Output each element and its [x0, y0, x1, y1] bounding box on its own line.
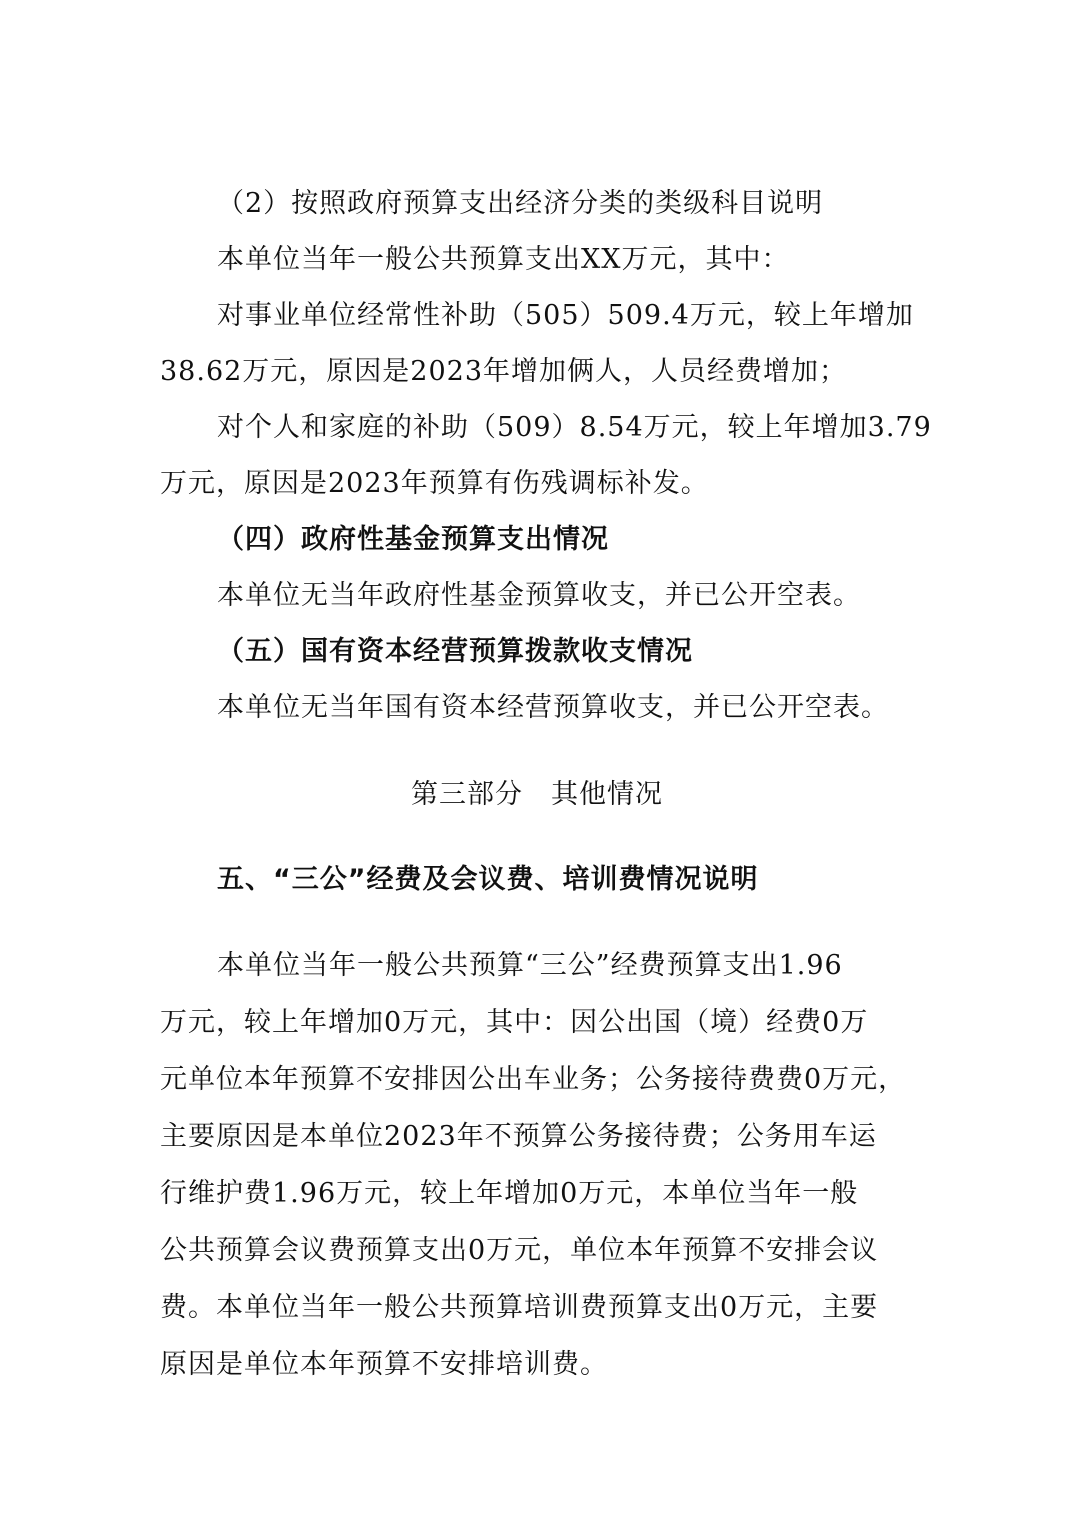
paragraph-line: 行维护费1.96万元，较上年增加0万元，本单位当年一般	[160, 1178, 859, 1209]
paragraph-line: 本单位当年一般公共预算“三公”经费预算支出1.96	[217, 950, 843, 981]
paragraph-line: 元单位本年预算不安排因公出车业务；公务接待费费0万元，	[160, 1064, 907, 1095]
section-heading-fund-budget: （四）政府性基金预算支出情况	[217, 524, 609, 555]
paragraph-line: 万元，原因是2023年预算有伤残调标补发。	[160, 468, 709, 499]
paragraph-line: 主要原因是本单位2023年不预算公务接待费；公务用车运	[160, 1121, 877, 1152]
section-heading-three-public: 五、“三公”经费及会议费、培训费情况说明	[217, 864, 759, 895]
part-heading: 第三部分 其他情况	[411, 779, 663, 810]
subsection-heading-economic: （2）按照政府预算支出经济分类的类级科目说明	[217, 188, 824, 219]
paragraph-line: 本单位无当年国有资本经营预算收支，并已公开空表。	[217, 692, 889, 723]
paragraph-line: 公共预算会议费预算支出0万元，单位本年预算不安排会议	[160, 1235, 879, 1266]
paragraph-line: 本单位无当年政府性基金预算收支，并已公开空表。	[217, 580, 861, 611]
section-heading-state-capital: （五）国有资本经营预算拨款收支情况	[217, 636, 693, 667]
paragraph-line: 万元，较上年增加0万元，其中：因公出国（境）经费0万	[160, 1007, 869, 1038]
paragraph-line: 对事业单位经常性补助（505）509.4万元，较上年增加	[217, 300, 914, 331]
paragraph-line: 原因是单位本年预算不安排培训费。	[160, 1349, 608, 1380]
paragraph-line: 对个人和家庭的补助（509）8.54万元，较上年增加3.79	[217, 412, 932, 443]
paragraph-line: 费。本单位当年一般公共预算培训费预算支出0万元，主要	[160, 1292, 879, 1323]
paragraph-line: 本单位当年一般公共预算支出XX万元，其中：	[217, 244, 790, 275]
paragraph-line: 38.62万元，原因是2023年增加俩人，人员经费增加；	[160, 356, 848, 387]
